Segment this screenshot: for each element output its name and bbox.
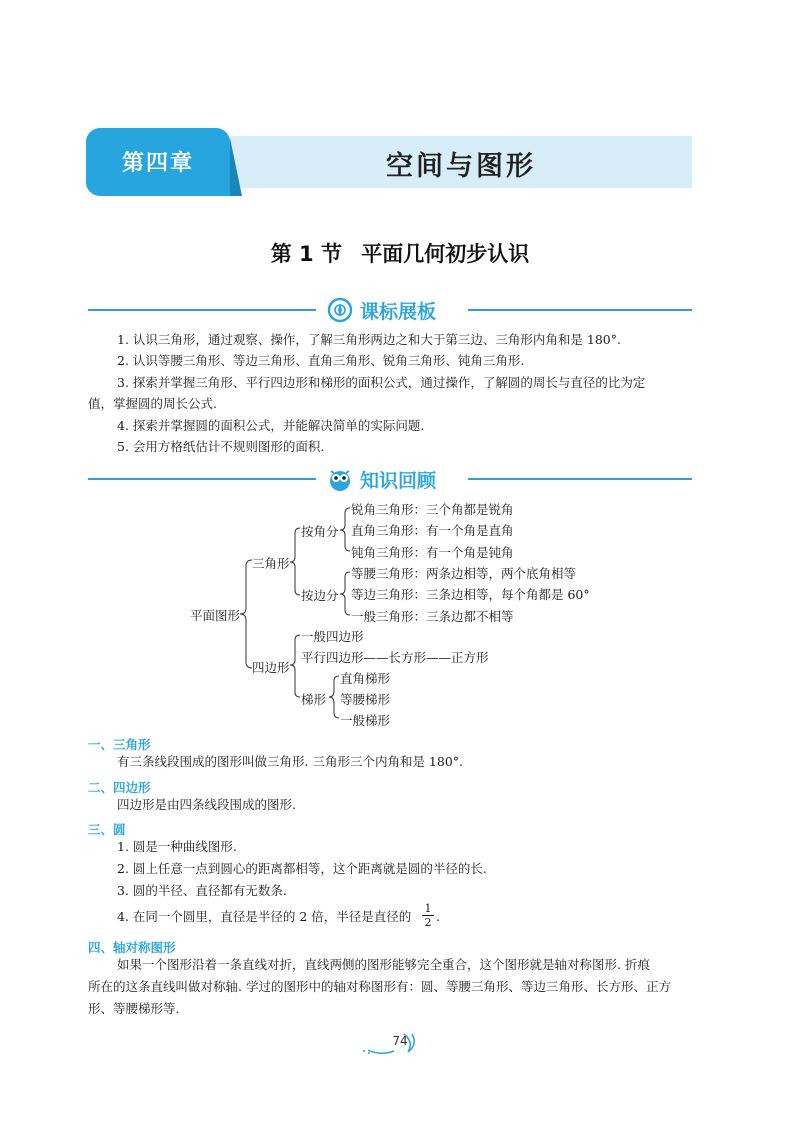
standards-item: 2. 认识等腰三角形、等边三角形、直角三角形、锐角三角形、钝角三角形. <box>117 353 525 368</box>
tree-trapezoid: 梯形 <box>301 692 327 707</box>
standards-item: 1. 认识三角形，通过观察、操作，了解三角形两边之和大于第三边、三角形内角和是 180°. <box>117 332 621 347</box>
tree-isosceles: 等腰三角形：两条边相等，两个底角相等 <box>351 566 577 581</box>
standards-item: 4. 探索并掌握圆的面积公式，并能解决简单的实际问题. <box>117 418 425 433</box>
tree-chain: 平行四边形——长方形——正方形 <box>301 650 489 665</box>
chapter-number: 第四章 <box>121 151 194 176</box>
period: . <box>436 909 440 924</box>
tree-scalene: 一般三角形：三条边都不相等 <box>351 609 514 624</box>
standards-item: 3. 探索并掌握三角形、平行四边形和梯形的面积公式，通过操作，了解圆的周长与直径的比为定 <box>117 375 646 390</box>
tree-quad: 四边形 <box>252 660 290 675</box>
tree-general-quad: 一般四边形 <box>301 629 364 644</box>
topic-heading: 三、圆 <box>88 822 126 837</box>
standards-item: 值，掌握圆的周长公式. <box>88 396 217 411</box>
topic-text: 4. 在同一个圆里，直径是半径的 2 倍，半径是直径的 <box>117 909 412 924</box>
topic-text: 2. 圆上任意一点到圆心的距离都相等，这个距离就是圆的半径的长. <box>117 861 487 876</box>
standards-item: 5. 会用方格纸估计不规则图形的面积. <box>117 439 325 454</box>
tree-root: 平面图形 <box>190 608 241 623</box>
topic-text: 3. 圆的半径、直径都有无数条. <box>117 883 287 898</box>
tree-obtuse: 钝角三角形：有一个角是钝角 <box>351 545 514 560</box>
tree-by-angle: 按角分 <box>301 524 339 539</box>
topic-text: 有三条线段围成的图形叫做三角形. 三角形三个内角和是 180°. <box>117 754 464 769</box>
tree-equilateral: 等边三角形：三条边相等，每个角都是 60° <box>351 587 590 602</box>
topic-text: 1. 圆是一种曲线图形. <box>117 839 237 854</box>
topic-text: 如果一个图形沿着一条直线对折，直线两侧的图形能够完全重合，这个图形就是轴对称图形. 折痕 <box>117 957 650 972</box>
topic-text: 四边形是由四条线段围成的图形. <box>117 797 296 812</box>
topic-heading: 二、四边形 <box>88 780 151 795</box>
topic-text: 所在的这条直线叫做对称轴. 学过的图形中的轴对称图形有：圆、等腰三角形、等边三角形、长方形、正方 <box>88 979 671 994</box>
topic-heading: 一、三角形 <box>88 737 151 752</box>
tree-right-trap: 直角梯形 <box>340 671 391 686</box>
tree-general-trap: 一般梯形 <box>340 713 391 728</box>
standards-heading: 课标展板 <box>360 301 437 323</box>
fraction-denominator: 2 <box>424 916 432 929</box>
chapter-title: 空间与图形 <box>386 151 536 182</box>
section-name: 平面几何初步认识 <box>361 242 530 266</box>
page-number: 74 <box>392 1034 408 1048</box>
section-number: 第 1 节 <box>270 242 342 266</box>
topic-text: 形、等腰梯形等. <box>88 1001 180 1016</box>
tree-acute: 锐角三角形：三个角都是锐角 <box>351 502 514 517</box>
fraction-half <box>422 902 434 929</box>
tree-iso-trap: 等腰梯形 <box>340 692 391 707</box>
tree-by-side: 按边分 <box>301 588 339 603</box>
review-heading: 知识回顾 <box>360 470 437 492</box>
fraction-numerator: 1 <box>422 902 434 916</box>
tree-right: 直角三角形：有一个角是直角 <box>351 523 514 538</box>
tree-triangle: 三角形 <box>252 556 290 571</box>
topic-heading: 四、轴对称图形 <box>88 940 176 955</box>
